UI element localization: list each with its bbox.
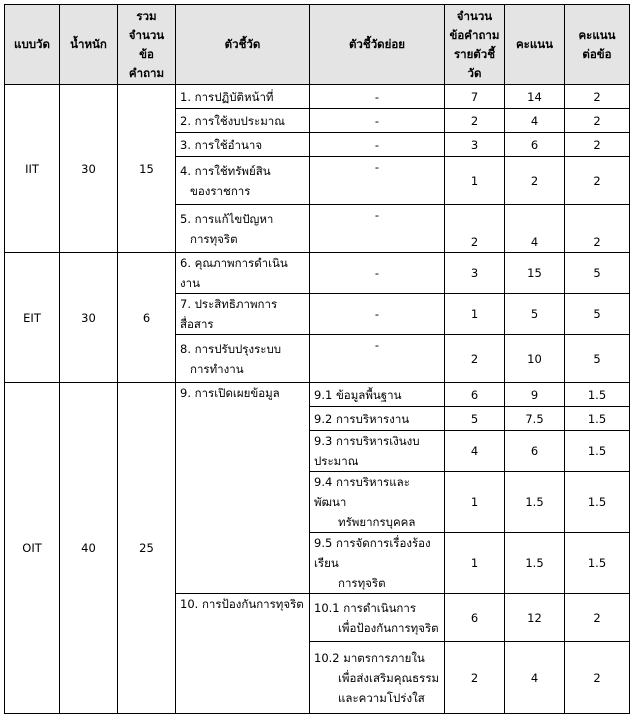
score-per-item: 2 [565, 205, 630, 253]
sub-10-1-l2: เพื่อป้องกันการทุจริต [338, 620, 439, 635]
sub-indicator-9-5 [310, 533, 445, 594]
header-per-l1: คะแนน [578, 27, 616, 42]
form-iit: IIT [5, 85, 60, 253]
indicator-6: 6. คุณภาพการดำเนินงาน [176, 253, 310, 294]
header-items-l1: จำนวน [456, 8, 493, 23]
sub-indicator-9-4 [310, 472, 445, 533]
indicator-5 [176, 205, 310, 253]
indicator-8 [176, 335, 310, 383]
item-count: 1 [445, 533, 505, 594]
header-row [5, 5, 630, 85]
header-weight: น้ำหนัก [60, 5, 118, 85]
score-per-item: 1.5 [565, 431, 630, 472]
score-per-item: 1.5 [565, 472, 630, 533]
sub-9-5-l2: การทุจริต [338, 576, 386, 590]
score: 7.5 [505, 407, 565, 431]
item-count: 2 [445, 109, 505, 133]
score: 2 [505, 157, 565, 205]
sub-10-2-l1: 10.2 มาตรการภายใน [314, 650, 425, 665]
sub-indicator: - [310, 109, 445, 133]
sub-indicator: - [310, 133, 445, 157]
score: 5 [505, 294, 565, 335]
score: 4 [505, 109, 565, 133]
indicator-4-l1: 4. การใช้ทรัพย์สิน [180, 163, 271, 178]
item-count: 6 [445, 383, 505, 407]
score-per-item: 2 [565, 594, 630, 642]
score: 6 [505, 431, 565, 472]
indicator-4-l2: ของราชการ [190, 183, 251, 198]
item-count: 4 [445, 431, 505, 472]
indicator-2: 2. การใช้งบประมาณ [176, 109, 310, 133]
indicator-10: 10. การป้องกันการทุจริต [176, 594, 310, 714]
sub-10-2-l2: เพื่อส่งเสริมคุณธรรม [338, 670, 440, 685]
score: 9 [505, 383, 565, 407]
sub-9-4-l2: ทรัพยากรบุคคล [338, 515, 416, 529]
indicator-5-l2: การทุจริต [190, 231, 238, 246]
item-count: 1 [445, 472, 505, 533]
indicator-1: 1. การปฏิบัติหน้าที่ [176, 85, 310, 109]
score: 10 [505, 335, 565, 383]
header-sub-indicator: ตัวชี้วัดย่อย [310, 5, 445, 85]
indicator-4 [176, 157, 310, 205]
score-per-item: 1.5 [565, 533, 630, 594]
form-eit: EIT [5, 253, 60, 383]
header-total-items [118, 5, 176, 85]
indicator-3: 3. การใช้อำนาจ [176, 133, 310, 157]
table-row [5, 85, 630, 109]
score-per-item: 2 [565, 109, 630, 133]
score: 12 [505, 594, 565, 642]
score-per-item: 1.5 [565, 383, 630, 407]
sub-indicator-9-2: 9.2 การบริหารงาน [310, 407, 445, 431]
item-count: 6 [445, 594, 505, 642]
score: 4 [505, 205, 565, 253]
header-items-l3: รายตัวชี้วัด [453, 46, 496, 80]
header-score-per-item [565, 5, 630, 85]
score: 1.5 [505, 533, 565, 594]
score-per-item: 5 [565, 294, 630, 335]
header-total-items-l1: รวมจำนวน [128, 8, 165, 42]
indicator-7: 7. ประสิทธิภาพการสื่อสาร [176, 294, 310, 335]
item-count: 2 [445, 205, 505, 253]
header-indicator: ตัวชี้วัด [176, 5, 310, 85]
sub-indicator: - [310, 157, 445, 205]
header-form: แบบวัด [5, 5, 60, 85]
table-row [5, 253, 630, 294]
item-count: 1 [445, 157, 505, 205]
sub-9-5-l1: 9.5 การจัดการเรื่องร้องเรียน [314, 536, 431, 570]
total-eit: 6 [118, 253, 176, 383]
score: 6 [505, 133, 565, 157]
form-oit: OIT [5, 383, 60, 714]
sub-indicator: - [310, 85, 445, 109]
header-per-l2: ต่อข้อ [582, 46, 612, 61]
total-iit: 15 [118, 85, 176, 253]
weight-eit: 30 [60, 253, 118, 383]
score-per-item: 1.5 [565, 407, 630, 431]
score: 15 [505, 253, 565, 294]
header-items-per-indicator [445, 5, 505, 85]
score-per-item: 5 [565, 253, 630, 294]
indicator-8-l2: การทำงาน [190, 361, 244, 376]
score-per-item: 2 [565, 133, 630, 157]
item-count: 3 [445, 253, 505, 294]
sub-10-2-l3: และความโปร่งใส [338, 690, 425, 705]
score-per-item: 5 [565, 335, 630, 383]
score-per-item: 2 [565, 157, 630, 205]
item-count: 1 [445, 294, 505, 335]
header-score: คะแนน [505, 5, 565, 85]
sub-10-1-l1: 10.1 การดำเนินการ [314, 600, 417, 615]
sub-indicator-10-1 [310, 594, 445, 642]
sub-indicator-10-2 [310, 642, 445, 714]
weight-oit: 40 [60, 383, 118, 714]
sub-indicator-9-1: 9.1 ข้อมูลพื้นฐาน [310, 383, 445, 407]
sub-9-4-l1: 9.4 การบริหารและพัฒนา [314, 475, 410, 509]
total-oit: 25 [118, 383, 176, 714]
header-total-items-l2: ข้อคำถาม [128, 46, 165, 80]
sub-indicator: - [310, 253, 445, 294]
item-count: 2 [445, 335, 505, 383]
ita-indicator-table [4, 4, 630, 714]
indicator-5-l1: 5. การแก้ไขปัญหา [180, 211, 274, 226]
header-items-l2: ข้อคำถาม [449, 27, 500, 42]
item-count: 5 [445, 407, 505, 431]
score: 14 [505, 85, 565, 109]
item-count: 2 [445, 642, 505, 714]
sub-indicator-9-3: 9.3 การบริหารเงินงบประมาณ [310, 431, 445, 472]
sub-indicator: - [310, 294, 445, 335]
weight-iit: 30 [60, 85, 118, 253]
indicator-8-l1: 8. การปรับปรุงระบบ [180, 341, 282, 356]
item-count: 7 [445, 85, 505, 109]
table-row [5, 383, 630, 407]
item-count: 3 [445, 133, 505, 157]
score: 1.5 [505, 472, 565, 533]
indicator-9: 9. การเปิดเผยข้อมูล [176, 383, 310, 594]
score-per-item: 2 [565, 85, 630, 109]
score-per-item: 2 [565, 642, 630, 714]
sub-indicator: - [310, 205, 445, 253]
score: 4 [505, 642, 565, 714]
sub-indicator: - [310, 335, 445, 383]
